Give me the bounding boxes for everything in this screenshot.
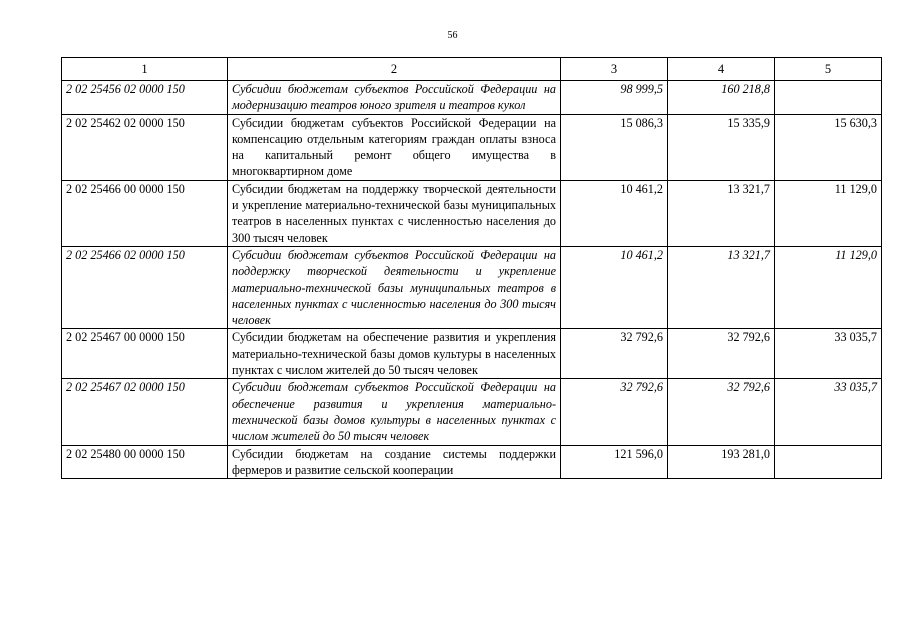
row-value-col5: 15 630,3: [775, 114, 882, 180]
row-code: 2 02 25462 02 0000 150: [62, 114, 228, 180]
row-value-col4: 32 792,6: [668, 379, 775, 445]
row-description: Субсидии бюджетам субъектов Российской Федерации на компенсацию отдельным категориям граждан оплаты взноса на капитальный ремонт общего имущества в многоквартирном доме: [228, 114, 561, 180]
table-header-row: [62, 58, 882, 81]
table-row: [62, 114, 882, 180]
table-row: [62, 329, 882, 379]
row-value-col5: [775, 445, 882, 479]
row-code: 2 02 25466 00 0000 150: [62, 180, 228, 246]
row-code: 2 02 25456 02 0000 150: [62, 81, 228, 115]
row-value-col5: 33 035,7: [775, 329, 882, 379]
row-value-col4: 13 321,7: [668, 180, 775, 246]
row-code: 2 02 25467 02 0000 150: [62, 379, 228, 445]
row-value-col5: [775, 81, 882, 115]
row-code: 2 02 25466 02 0000 150: [62, 246, 228, 328]
row-value-col3: 121 596,0: [561, 445, 668, 479]
table-row: [62, 246, 882, 328]
row-value-col4: 13 321,7: [668, 246, 775, 328]
table-body: [62, 81, 882, 479]
row-value-col5: 33 035,7: [775, 379, 882, 445]
column-header-2: 2: [228, 58, 561, 81]
row-value-col3: 15 086,3: [561, 114, 668, 180]
row-description: Субсидии бюджетам на создание системы поддержки фермеров и развитие сельской кооперации: [228, 445, 561, 479]
row-value-col5: 11 129,0: [775, 180, 882, 246]
row-value-col3: 32 792,6: [561, 329, 668, 379]
column-header-3: 3: [561, 58, 668, 81]
row-value-col3: 98 999,5: [561, 81, 668, 115]
table-row: [62, 379, 882, 445]
row-code: 2 02 25467 00 0000 150: [62, 329, 228, 379]
row-code: 2 02 25480 00 0000 150: [62, 445, 228, 479]
row-value-col3: 32 792,6: [561, 379, 668, 445]
table-row: [62, 445, 882, 479]
column-header-4: 4: [668, 58, 775, 81]
row-description: Субсидии бюджетам на обеспечение развития и укрепления материально-технической базы домов культуры в населенных пунктах с числом жителей до 50 тысяч человек: [228, 329, 561, 379]
row-description: Субсидии бюджетам на поддержку творческой деятельности и укрепление материально-технической базы муниципальных театров в населенных пунктах с численностью населения до 300 тысяч человек: [228, 180, 561, 246]
column-header-5: 5: [775, 58, 882, 81]
row-value-col4: 160 218,8: [668, 81, 775, 115]
row-value-col3: 10 461,2: [561, 180, 668, 246]
row-value-col4: 193 281,0: [668, 445, 775, 479]
page-number: 56: [447, 30, 458, 41]
row-value-col4: 32 792,6: [668, 329, 775, 379]
budget-table: [61, 57, 882, 479]
row-value-col4: 15 335,9: [668, 114, 775, 180]
row-description: Субсидии бюджетам субъектов Российской Федерации на модернизацию театров юного зрителя и театров кукол: [228, 81, 561, 115]
row-value-col5: 11 129,0: [775, 246, 882, 328]
row-value-col3: 10 461,2: [561, 246, 668, 328]
row-description: Субсидии бюджетам субъектов Российской Федерации на обеспечение развития и укрепления материально-технической базы домов культуры в населенных пунктах с числом жителей до 50 тысяч человек: [228, 379, 561, 445]
table-row: [62, 81, 882, 115]
row-description: Субсидии бюджетам субъектов Российской Федерации на поддержку творческой деятельности и укрепление материально-технической базы муниципальных театров в населенных пунктах с численностью населения до 300 тысяч человек: [228, 246, 561, 328]
column-header-1: 1: [62, 58, 228, 81]
table-row: [62, 180, 882, 246]
